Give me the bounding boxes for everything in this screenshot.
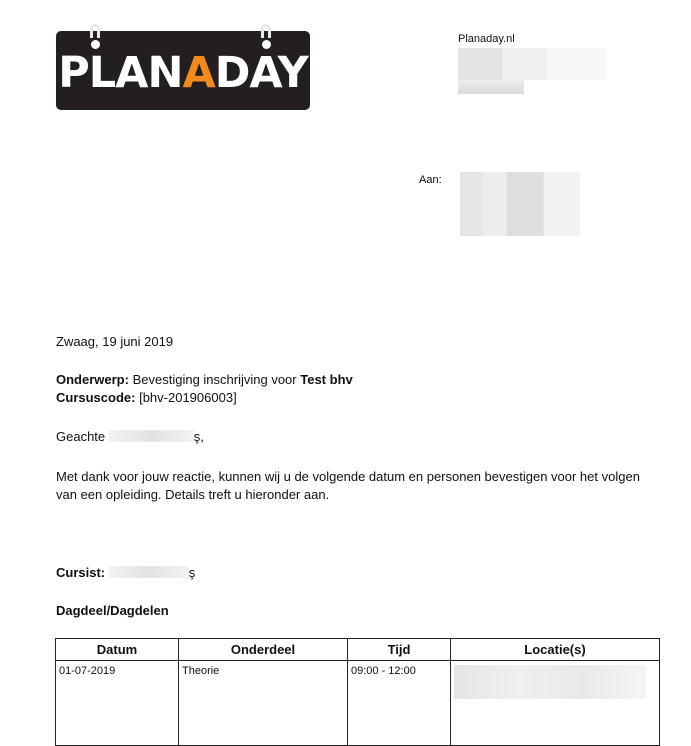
header-datum: Datum bbox=[56, 639, 179, 661]
subject-line: Onderwerp: Bevestiging inschrijving voor Test bhv bbox=[56, 372, 353, 387]
redacted-cursist-name bbox=[109, 566, 189, 578]
header-tijd: Tijd bbox=[348, 639, 451, 661]
dagdeel-heading: Dagdeel/Dagdelen bbox=[56, 603, 169, 618]
redacted-sender-phone bbox=[458, 80, 524, 94]
cell-tijd: 09:00 - 12:00 bbox=[348, 661, 451, 746]
cursist-line: Cursist: ş bbox=[56, 565, 196, 580]
redacted-location bbox=[454, 665, 646, 699]
table-row bbox=[56, 661, 660, 746]
intro-paragraph: Met dank voor jouw reactie, kunnen wij u de volgende datum en personen bevestigen voor het volgen van een opleiding. Details treft u hieronder aan. bbox=[56, 469, 640, 502]
planaday-logo bbox=[56, 31, 310, 110]
cell-locatie bbox=[451, 661, 660, 746]
table-header-row bbox=[56, 639, 660, 661]
binder-ring-icon bbox=[90, 24, 100, 38]
greeting: Geachte ş, bbox=[56, 429, 204, 444]
redacted-recipient-address bbox=[458, 172, 580, 236]
logo-wordmark: PLANADAY bbox=[58, 48, 308, 98]
binder-ring-icon bbox=[261, 24, 271, 38]
redacted-name bbox=[109, 430, 194, 442]
header-locatie: Locatie(s) bbox=[451, 639, 660, 661]
cell-onderdeel: Theorie bbox=[179, 661, 348, 746]
course-code-line: Cursuscode: [bhv-201906003] bbox=[56, 390, 237, 405]
redacted-sender-address bbox=[458, 48, 606, 80]
recipient-label: Aan: bbox=[419, 174, 442, 186]
header-onderdeel: Onderdeel bbox=[179, 639, 348, 661]
cell-datum: 01-07-2019 bbox=[56, 661, 179, 746]
letter-date: Zwaag, 19 juni 2019 bbox=[56, 334, 174, 349]
sender-name: Planaday.nl bbox=[458, 33, 515, 45]
